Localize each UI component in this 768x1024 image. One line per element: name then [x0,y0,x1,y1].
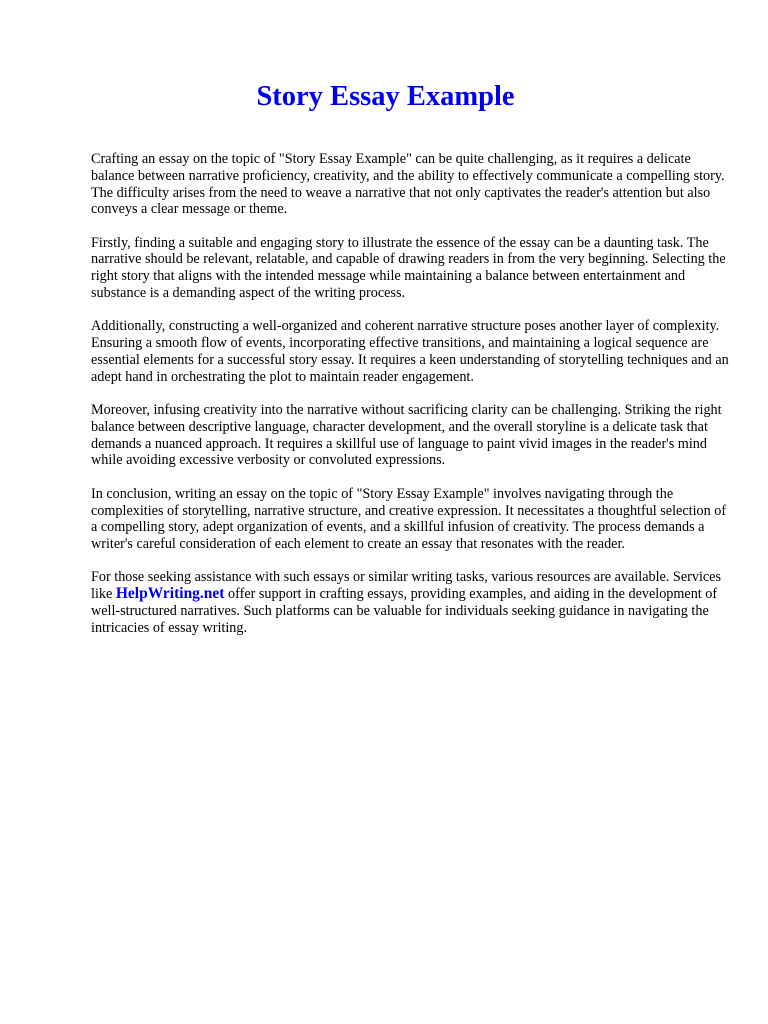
helpwriting-link[interactable]: HelpWriting.net [115,585,225,603]
paragraph-conclusion: In conclusion, writing an essay on the topic of "Story Essay Example" involves navigating through the complexities of storytelling, narrative structure, and creative expression. It necessitates a thoughtful selection of a compelling story, adept organization of events, and a skillful infusion of creativity. The process demands a writer's careful consideration of each element to create an essay that resonates with the reader. [91,485,727,553]
paragraph-resources [91,569,731,636]
resources-text-after-link: offer support in crafting essays, providing examples, and aiding in the development of well-structured narratives. Such platforms can be valuable for individuals seeking guidance in navigating the intricacies of essay writing. [91,586,718,636]
resources-text-before-link: For those seeking assistance with such essays or similar writing tasks, various resources are available. Services like [91,569,721,603]
page-title: Story Essay Example [256,81,515,112]
paragraph-firstly: Firstly, finding a suitable and engaging story to illustrate the essence of the essay can be a daunting task. The narrative should be relevant, relatable, and capable of drawing readers in from the very beginning. Selecting the right story that aligns with the intended message while maintaining a balance between entertainment and substance is a demanding aspect of the writing process. [91,234,726,302]
paragraph-intro: Crafting an essay on the topic of "Story Essay Example" can be quite challenging, as it requires a delicate balance between narrative proficiency, creativity, and the ability to effectively communicate a compelling story. The difficulty arises from the need to weave a narrative that not only captivates the reader's attention but also conveys a clear message or theme. [91,151,725,218]
paragraph-additionally: Additionally, constructing a well-organized and coherent narrative structure poses another layer of complexity. Ensuring a smooth flow of events, incorporating effective transitions, and maintaining a logical sequence are essential elements for a successful story essay. It requires a keen understanding of storytelling techniques and an adept hand in orchestrating the plot to maintain reader engagement. [91,318,729,385]
paragraph-moreover: Moreover, infusing creativity into the narrative without sacrificing clarity can be challenging. Striking the right balance between descriptive language, character development, and the overall storyline is a delicate task that demands a nuanced approach. It requires a skillful use of language to paint vivid images in the reader's mind while avoiding excessive verbosity or convoluted expressions. [91,402,722,469]
